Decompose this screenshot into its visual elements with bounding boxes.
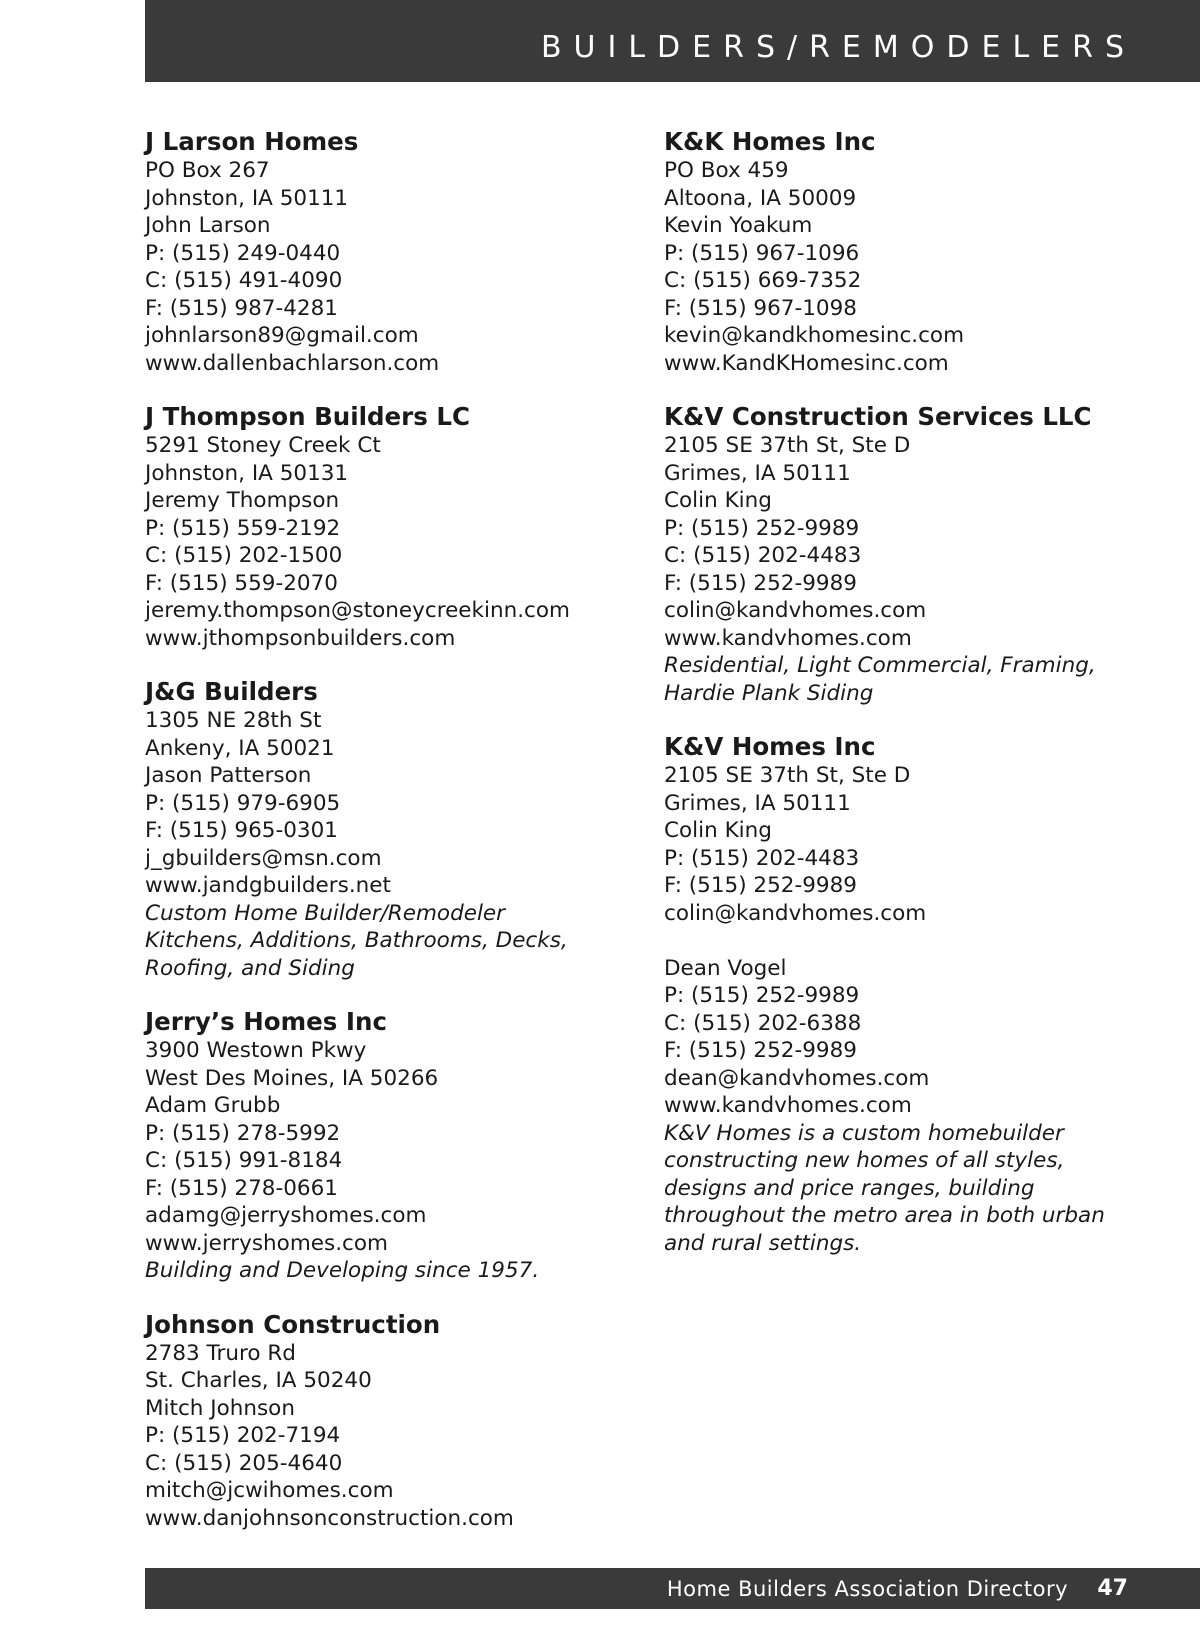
directory-entry	[664, 402, 1184, 707]
email-link[interactable]: mitch@jcwihomes.com	[145, 1478, 394, 1503]
contact-line: F: (515) 252-9989	[664, 570, 857, 596]
contact-line: C: (515) 991-8184	[145, 1148, 343, 1173]
email-link[interactable]: j_gbuilders@msn.com	[145, 845, 382, 871]
contact-line: 3900 Westown Pkwy	[145, 1038, 367, 1063]
entry-description: and rural settings.	[664, 1230, 862, 1256]
section-header-bar	[145, 0, 1200, 82]
entry-description: K&V Homes is a custom homebuilder	[664, 1120, 1064, 1146]
entry-description: throughout the metro area in both urban	[664, 1203, 1105, 1228]
directory-entry	[664, 732, 1184, 1257]
contact-line: Adam Grubb	[145, 1093, 281, 1118]
contact-line: P: (515) 252-9989	[664, 983, 860, 1008]
entry-description: Kitchens, Additions, Bathrooms, Decks,	[145, 928, 568, 953]
directory-entry	[145, 1310, 645, 1533]
website-link[interactable]: www.danjohnsonconstruction.com	[145, 1505, 514, 1531]
contact-line: 2105 SE 37th St, Ste D	[664, 763, 911, 788]
page-number: 47	[1097, 1576, 1128, 1601]
company-name: Johnson Construction	[145, 1309, 441, 1339]
contact-line: F: (515) 559-2070	[145, 570, 338, 596]
email-link[interactable]: jeremy.thompson@stoneycreekinn.com	[145, 598, 570, 623]
contact-line: P: (515) 252-9989	[664, 515, 860, 541]
company-name: J Larson Homes	[145, 127, 359, 156]
directory-entry	[664, 127, 1184, 377]
left-column	[145, 127, 645, 1557]
website-link[interactable]: www.kandvhomes.com	[664, 1093, 912, 1118]
contact-line: F: (515) 965-0301	[145, 818, 338, 843]
contact-line: P: (515) 278-5992	[145, 1120, 341, 1146]
contact-line: C: (515) 202-6388	[664, 1010, 862, 1036]
entry-description: Hardie Plank Siding	[664, 680, 874, 706]
email-link[interactable]: adamg@jerryshomes.com	[145, 1203, 427, 1228]
contact-line: Johnston, IA 50131	[145, 460, 349, 486]
contact-line: 2105 SE 37th St, Ste D	[664, 433, 911, 458]
contact-line: Dean Vogel	[664, 955, 787, 981]
contact-line: F: (515) 987-4281	[145, 295, 338, 321]
directory-entry	[145, 127, 645, 377]
entry-description: Residential, Light Commercial, Framing,	[664, 653, 1096, 678]
contact-line: C: (515) 202-4483	[664, 543, 862, 568]
entry-description: Building and Developing since 1957.	[145, 1258, 540, 1283]
entry-description: constructing new homes of all styles,	[664, 1148, 1065, 1173]
email-link[interactable]: colin@kandvhomes.com	[664, 900, 927, 926]
email-link[interactable]: kevin@kandkhomesinc.com	[664, 323, 965, 348]
email-link[interactable]: dean@kandvhomes.com	[664, 1065, 930, 1091]
contact-line: PO Box 267	[145, 158, 270, 183]
entry-description: designs and price ranges, building	[664, 1175, 1035, 1201]
contact-line: Kevin Yoakum	[664, 213, 813, 238]
contact-line: F: (515) 252-9989	[664, 1038, 857, 1063]
entry-description: Custom Home Builder/Remodeler	[145, 900, 505, 926]
contact-line: PO Box 459	[664, 158, 789, 183]
contact-line: F: (515) 252-9989	[664, 873, 857, 898]
website-link[interactable]: www.jandgbuilders.net	[145, 873, 391, 898]
contact-line: C: (515) 202-1500	[145, 543, 343, 568]
right-column	[664, 127, 1184, 1282]
contact-line: P: (515) 967-1096	[664, 240, 860, 266]
contact-line: C: (515) 205-4640	[145, 1450, 343, 1476]
company-name: K&V Construction Services LLC	[664, 402, 1092, 431]
contact-line: C: (515) 491-4090	[145, 268, 343, 293]
company-name: J Thompson Builders LC	[145, 402, 470, 431]
contact-line: John Larson	[145, 213, 271, 238]
contact-line: Johnston, IA 50111	[145, 185, 349, 211]
contact-line: Jeremy Thompson	[145, 488, 340, 513]
email-link[interactable]: johnlarson89@gmail.com	[145, 323, 419, 348]
contact-line: Colin King	[664, 818, 772, 843]
company-name: J&G Builders	[145, 677, 318, 706]
website-link[interactable]: www.jerryshomes.com	[145, 1230, 388, 1256]
email-link[interactable]: colin@kandvhomes.com	[664, 598, 927, 623]
contact-line: Jason Patterson	[145, 763, 312, 788]
website-link[interactable]: www.kandvhomes.com	[664, 625, 912, 651]
company-name: K&K Homes Inc	[664, 127, 876, 156]
directory-entry	[145, 1007, 645, 1285]
contact-line: Mitch Johnson	[145, 1395, 295, 1421]
contact-line: Ankeny, IA 50021	[145, 735, 335, 761]
contact-line: F: (515) 278-0661	[145, 1175, 338, 1201]
company-name: K&V Homes Inc	[664, 732, 876, 761]
contact-line: Altoona, IA 50009	[664, 185, 857, 211]
footer-directory-title: Home Builders Association Directory	[666, 1577, 1068, 1601]
website-link[interactable]: www.KandKHomesinc.com	[664, 350, 949, 376]
contact-line: Grimes, IA 50111	[664, 460, 851, 486]
contact-line: 5291 Stoney Creek Ct	[145, 433, 381, 458]
contact-line: P: (515) 559-2192	[145, 515, 341, 541]
contact-line: F: (515) 967-1098	[664, 295, 857, 321]
website-link[interactable]: www.dallenbachlarson.com	[145, 350, 440, 376]
contact-line: West Des Moines, IA 50266	[145, 1065, 439, 1091]
contact-line: P: (515) 202-7194	[145, 1423, 341, 1448]
contact-line: 2783 Truro Rd	[145, 1340, 296, 1366]
contact-line: Colin King	[664, 488, 772, 513]
contact-line: 1305 NE 28th St	[145, 708, 322, 733]
contact-line: P: (515) 249-0440	[145, 240, 341, 266]
directory-entry	[145, 677, 645, 982]
company-name: Jerry’s Homes Inc	[145, 1007, 387, 1036]
entry-description: Roofing, and Siding	[145, 955, 355, 981]
contact-line: St. Charles, IA 50240	[145, 1368, 372, 1393]
contact-line: P: (515) 979-6905	[145, 790, 341, 816]
contact-line: P: (515) 202-4483	[664, 845, 860, 871]
website-link[interactable]: www.jthompsonbuilders.com	[145, 625, 456, 651]
contact-line: Grimes, IA 50111	[664, 790, 851, 816]
contact-separator	[664, 927, 1184, 955]
section-title: BUILDERS/REMODELERS	[540, 30, 1136, 65]
directory-entry	[145, 402, 645, 652]
contact-line: C: (515) 669-7352	[664, 268, 862, 293]
footer-bar	[145, 1568, 1200, 1609]
